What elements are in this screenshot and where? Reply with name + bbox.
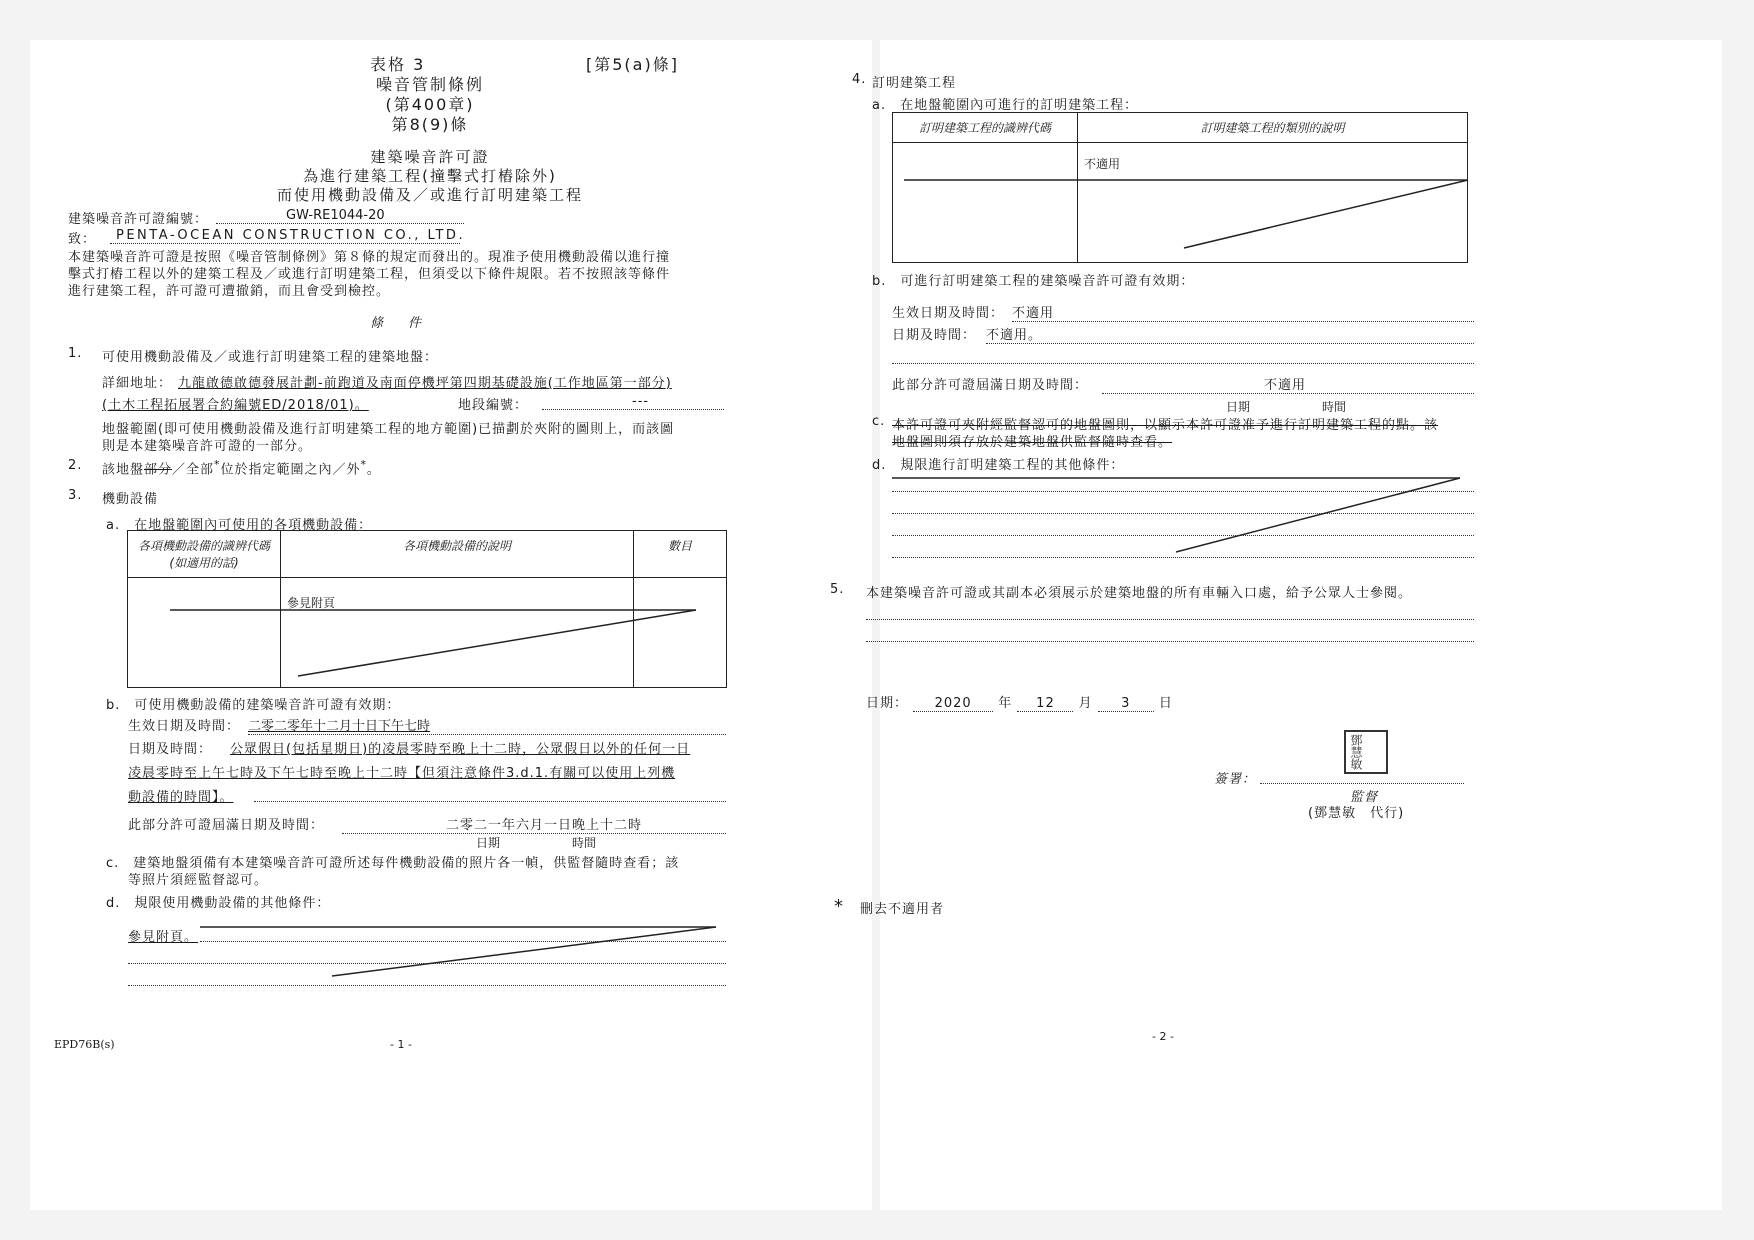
form-number: 表格 3 [370,55,426,74]
start-label: 生效日期及時間： [128,719,241,734]
lot-label: 地段編號： [458,398,529,413]
address-line-1: 九龍啟德啟德發展計劃-前跑道及南面停機坪第四期基礎設施(工作地區第一部分) [178,376,672,391]
start-value: 二零二零年十二月十日下午七時 [248,715,726,735]
item-1-number: 1. [68,346,83,361]
conditions-heading: 條 件 [370,316,428,331]
item-4-heading: 訂明建築工程 [872,76,957,91]
item-2-text: 該地盤部分／全部*位於指定範圍之內／外*。 [102,458,381,478]
datetime-value-2: 凌晨零時至上午七時及下午七時至晚上十二時【但須注意條件3.d.1.有關可以使用上列機 [128,766,676,781]
permit-page-2 [830,40,1722,1210]
address-line-2: (土木工程拓展署合約編號ED/2018/01)。 [102,398,369,413]
item-1-text: 可使用機動設備及／或進行訂明建築工程的建築地盤： [102,350,439,365]
item-4-number: 4. [852,72,867,87]
item-5-number: 5. [830,582,845,597]
datetime-value-3: 動設備的時間】。 [128,790,234,805]
works-desc-cell: 不適用 [1078,143,1468,263]
item-3a-text: a. 在地盤範圍內可使用的各項機動設備： [106,518,373,533]
section-reference: [第5(a)條] [586,55,679,74]
strike-through-lines [30,40,872,1210]
footnote-text: 刪去不適用者 [860,902,945,917]
year-value: 2020 [913,696,993,712]
item-3c-line-2: 等照片須經監督認可。 [128,873,269,888]
signature-label: 簽署： [1214,772,1257,787]
page-number: - 2 - [1152,1030,1174,1043]
section: 第8(9)條 [391,115,469,134]
works-datetime-label: 日期及時間： [892,328,977,343]
doc-title-3: 而使用機動設備及／或進行訂明建築工程 [276,186,583,204]
item-4c-letter: c. [872,414,886,429]
equipment-desc-header: 各項機動設備的說明 [281,531,634,578]
works-expiry-value: 不適用 [1102,374,1474,394]
works-desc-header: 訂明建築工程的類別的說明 [1078,113,1468,143]
item-3c-line-1: c. 建築地盤須備有本建築噪音許可證所述每件機動設備的照片各一幀，供監督隨時查看；該 [106,856,680,871]
addressee: PENTA-OCEAN CONSTRUCTION CO., LTD. [110,228,460,244]
date-label: 日期： [866,696,909,711]
works-date-caption: 日期 [1226,400,1251,414]
equipment-code-header: 各項機動設備的識辨代碼 (如適用的話) [128,531,281,578]
works-start-label: 生效日期及時間： [892,306,1005,321]
expiry-label: 此部分許可證屆滿日期及時間： [128,818,325,833]
intro-line-1: 本建築噪音許可證是按照《噪音管制條例》第８條的規定而發出的。現准予使用機動設備以進行撞 [68,250,671,265]
permit-number: GW-RE1044-20 [216,208,464,224]
month-unit: 月 [1078,696,1093,711]
page-number: - 1 - [390,1038,412,1051]
footnote-mark: * [834,896,843,917]
ordinance-title: 噪音管制條例 [375,75,484,94]
item-2-number: 2. [68,458,83,473]
works-time-caption: 時間 [1322,400,1347,414]
expiry-value: 二零二一年六月一日晚上十二時 [342,814,726,834]
year-unit: 年 [998,696,1013,711]
month-value: 12 [1017,696,1073,712]
site-note-1: 地盤範圍(即可使用機動設備及進行訂明建築工程的地方範圍)已描劃於夾附的圖則上，而該圖 [102,422,675,437]
permit-page-1 [30,40,872,1210]
signer-title: 監督 [1350,790,1379,805]
equipment-qty-header: 數目 [634,531,727,578]
time-caption: 時間 [572,836,597,850]
equipment-desc-cell: 參見附頁 [281,578,634,688]
lot-number: --- [542,394,724,410]
intro-line-2: 擊式打樁工程以外的建築工程及／或進行訂明建築工程，但須受以下條件規限。若不按照該等條件 [68,267,671,282]
item-4b-text: b. 可進行訂明建築工程的建築噪音許可證有效期： [872,274,1195,289]
item-4a-text: a. 在地盤範圍內可進行的訂明建築工程： [872,98,1139,113]
datetime-label: 日期及時間： [128,742,213,757]
address-label: 詳細地址： [102,376,173,391]
addressee-label: 致： [68,232,97,247]
date-caption: 日期 [476,836,501,850]
works-datetime-value: 不適用。 [986,324,1474,344]
item-3-heading: 機動設備 [102,492,159,507]
day-value: 3 [1098,696,1154,712]
works-code-header: 訂明建築工程的識辨代碼 [893,113,1078,143]
item-3d-value: 參見附頁。 [128,930,199,945]
datetime-value-1: 公眾假日(包括星期日)的凌晨零時至晚上十二時，公眾假日以外的任何一日 [230,742,691,757]
form-code: EPD76B(s) [54,1038,115,1051]
item-4d-text: d. 規限進行訂明建築工程的其他條件： [872,458,1125,473]
item-4c-line-1: 本許可證可夾附經監督認可的地盤圖則，以顯示本許可證准予進行訂明建築工程的點。該 [892,418,1439,433]
works-expiry-label: 此部分許可證屆滿日期及時間： [892,378,1089,393]
item-3d-text: d. 規限使用機動設備的其他條件： [106,896,331,911]
permit-number-label: 建築噪音許可證編號： [68,212,209,227]
site-note-2: 則是本建築噪音許可證的一部分。 [102,439,313,454]
strike-through-lines [880,40,1722,1210]
day-unit: 日 [1158,696,1173,711]
works-start-value: 不適用 [1012,302,1474,322]
item-4c-line-2: 地盤圖則須存放於建築地盤供監督隨時查看。 [892,435,1173,450]
official-seal: 鄧慧敏 [1344,730,1388,774]
item-5-text: 本建築噪音許可證或其副本必須展示於建築地盤的所有車輛入口處，給予公眾人士參閱。 [866,586,1413,601]
item-3-number: 3. [68,488,83,503]
signer-name: (鄧慧敏 代行) [1308,806,1405,821]
doc-title-1: 建築噪音許可證 [370,148,490,166]
chapter: (第400章) [385,95,475,114]
doc-title-2: 為進行建築工程(撞擊式打樁除外) [303,167,557,185]
item-3b-text: b. 可使用機動設備的建築噪音許可證有效期： [106,698,401,713]
intro-line-3: 進行建築工程，許可證可遭撤銷，而且會受到檢控。 [68,284,391,299]
